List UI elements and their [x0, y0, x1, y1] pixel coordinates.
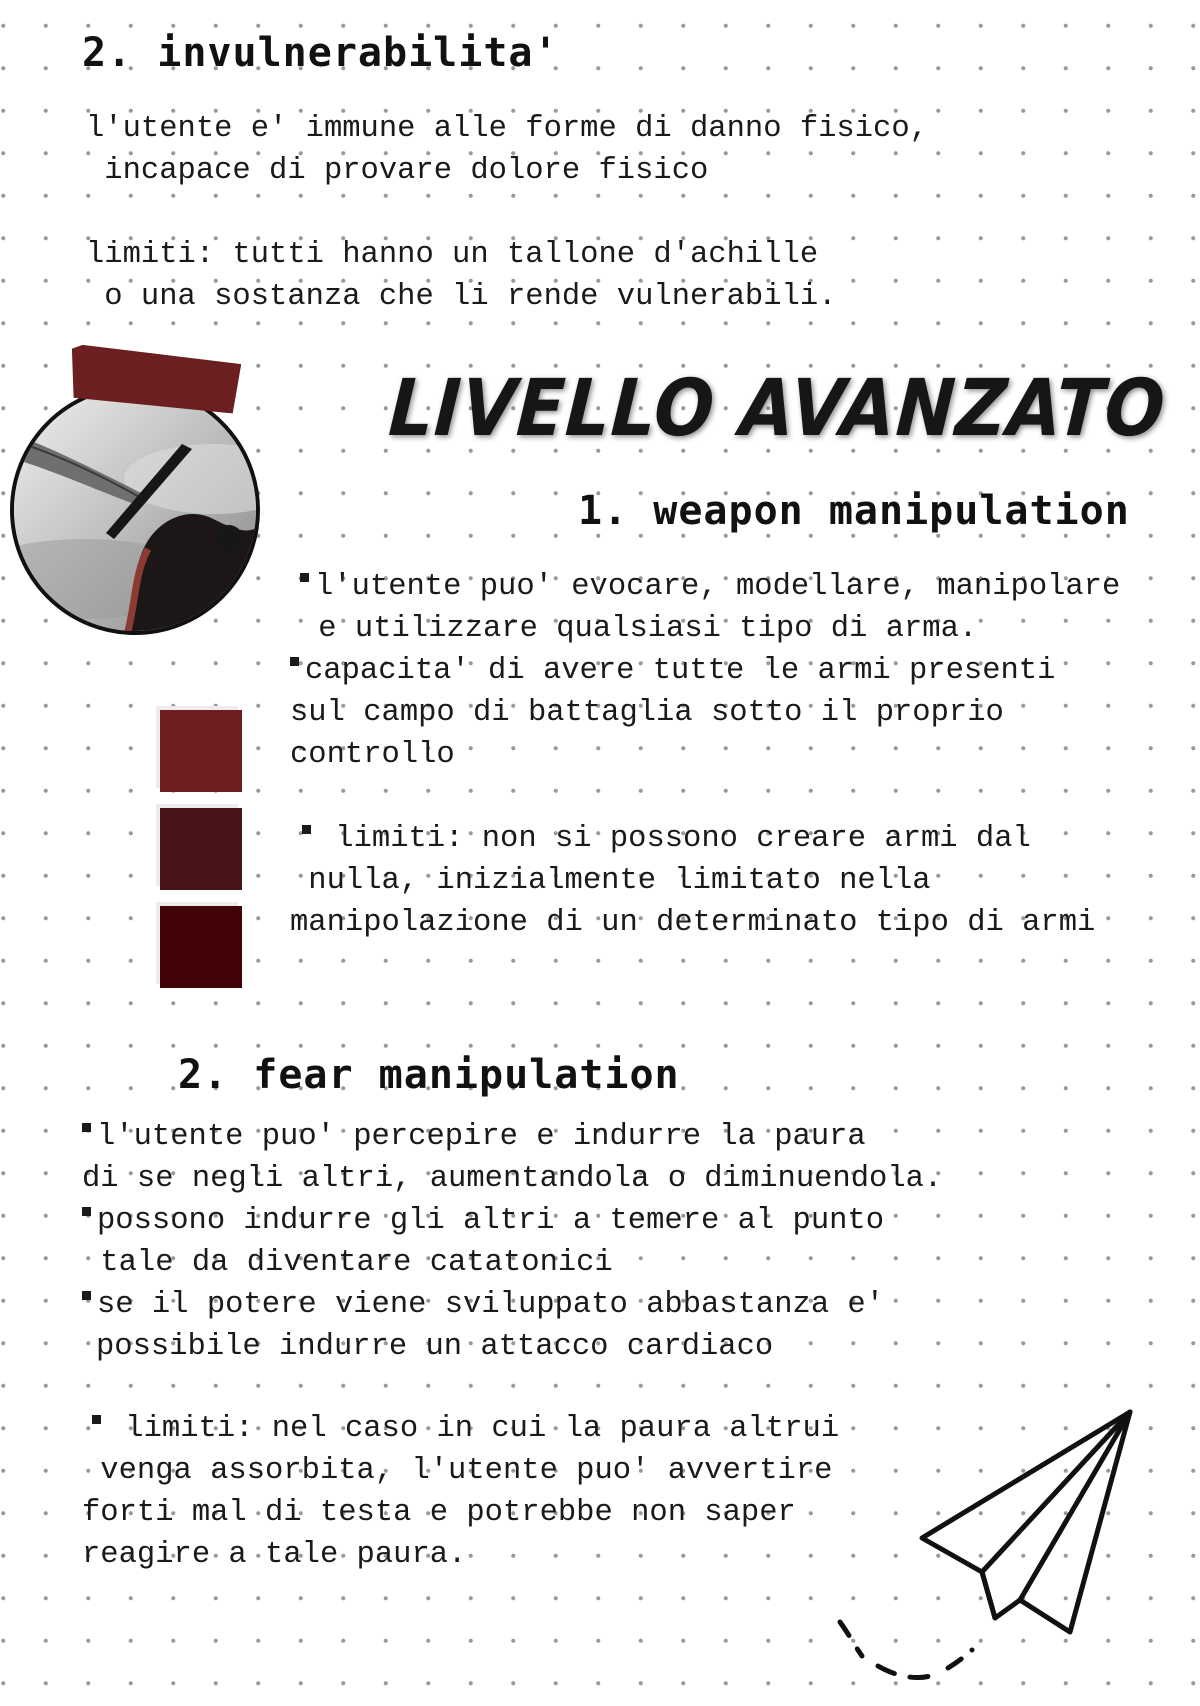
bullet-icon [82, 1207, 91, 1216]
text-line: forti mal di testa e potrebbe non saper [82, 1496, 796, 1530]
text-line: tale da diventare catatonici [82, 1246, 613, 1280]
bullet-line [82, 1284, 884, 1326]
bullet-icon [290, 657, 299, 666]
text-line: controllo [290, 738, 455, 772]
paper-plane-icon [810, 1400, 1160, 1690]
bullet-icon [302, 825, 311, 834]
weapon-description [300, 566, 1120, 650]
text-line: venga assorbita, l'utente puo' avvertire [82, 1454, 833, 1488]
text-line: l'utente e' immune alle forme di danno fisico, [86, 112, 928, 146]
color-swatch-3 [160, 906, 242, 988]
text-line: e utilizzare qualsiasi tipo di arma. [300, 612, 978, 646]
bullet-line [300, 566, 1120, 608]
invulnerabilita-limits [86, 234, 836, 318]
text-line: se il potere viene sviluppato abbastanza e' [97, 1288, 885, 1322]
fear-limits [82, 1408, 839, 1576]
dagger-illustration [14, 389, 260, 635]
weapon-capability [290, 650, 1055, 776]
bullet-icon [82, 1123, 91, 1132]
bullet-icon [82, 1291, 91, 1300]
color-swatch-2 [160, 808, 242, 890]
weapon-limits [290, 818, 1095, 944]
invulnerabilita-description [86, 108, 928, 192]
text-line: l'utente puo' evocare, modellare, manipolare [315, 570, 1121, 604]
section-title-weapon-manipulation: 1. weapon manipulation [578, 488, 1130, 534]
dagger-hand-photo [10, 385, 260, 635]
text-line: nulla, inizialmente limitato nella [290, 864, 931, 898]
text-line: possibile indurre un attacco cardiaco [96, 1330, 774, 1364]
bullet-icon [300, 573, 309, 582]
bullet-line [82, 1116, 942, 1158]
section-title-invulnerabilita: 2. invulnerabilita' [82, 30, 559, 76]
text-line: manipolazione di un determinato tipo di armi [290, 906, 1096, 940]
text-line: incapace di provare dolore fisico [86, 154, 709, 188]
text-line: possono indurre gli altri a temere al punto [97, 1204, 885, 1238]
text-line: l'utente puo' percepire e indurre la paura [97, 1120, 866, 1154]
text-line: o una sostanza che li rende vulnerabili. [86, 280, 837, 314]
fear-description [82, 1116, 942, 1200]
bullet-icon [92, 1415, 101, 1424]
bullet-line [290, 818, 1095, 860]
text-line: capacita' di avere tutte le armi presenti [305, 654, 1056, 688]
text-line: limiti: tutti hanno un tallone d'achille [86, 238, 819, 272]
advanced-level-title: LIVELLO AVANZATO [386, 362, 1169, 454]
fear-cardiac [82, 1284, 884, 1368]
section-title-fear-manipulation: 2. fear manipulation [178, 1052, 680, 1098]
bullet-line [82, 1200, 884, 1242]
text-line: limiti: nel caso in cui la paura altrui [107, 1412, 840, 1446]
text-line: limiti: non si possono creare armi dal [317, 822, 1031, 856]
fear-catatonia [82, 1200, 884, 1284]
text-line: reagire a tale paura. [82, 1538, 467, 1572]
bullet-line [290, 650, 1055, 692]
text-line: di se negli altri, aumentandola o diminuendola. [82, 1162, 943, 1196]
color-swatch-1 [160, 710, 242, 792]
text-line: sul campo di battaglia sotto il proprio [290, 696, 1004, 730]
bullet-line [82, 1408, 839, 1450]
